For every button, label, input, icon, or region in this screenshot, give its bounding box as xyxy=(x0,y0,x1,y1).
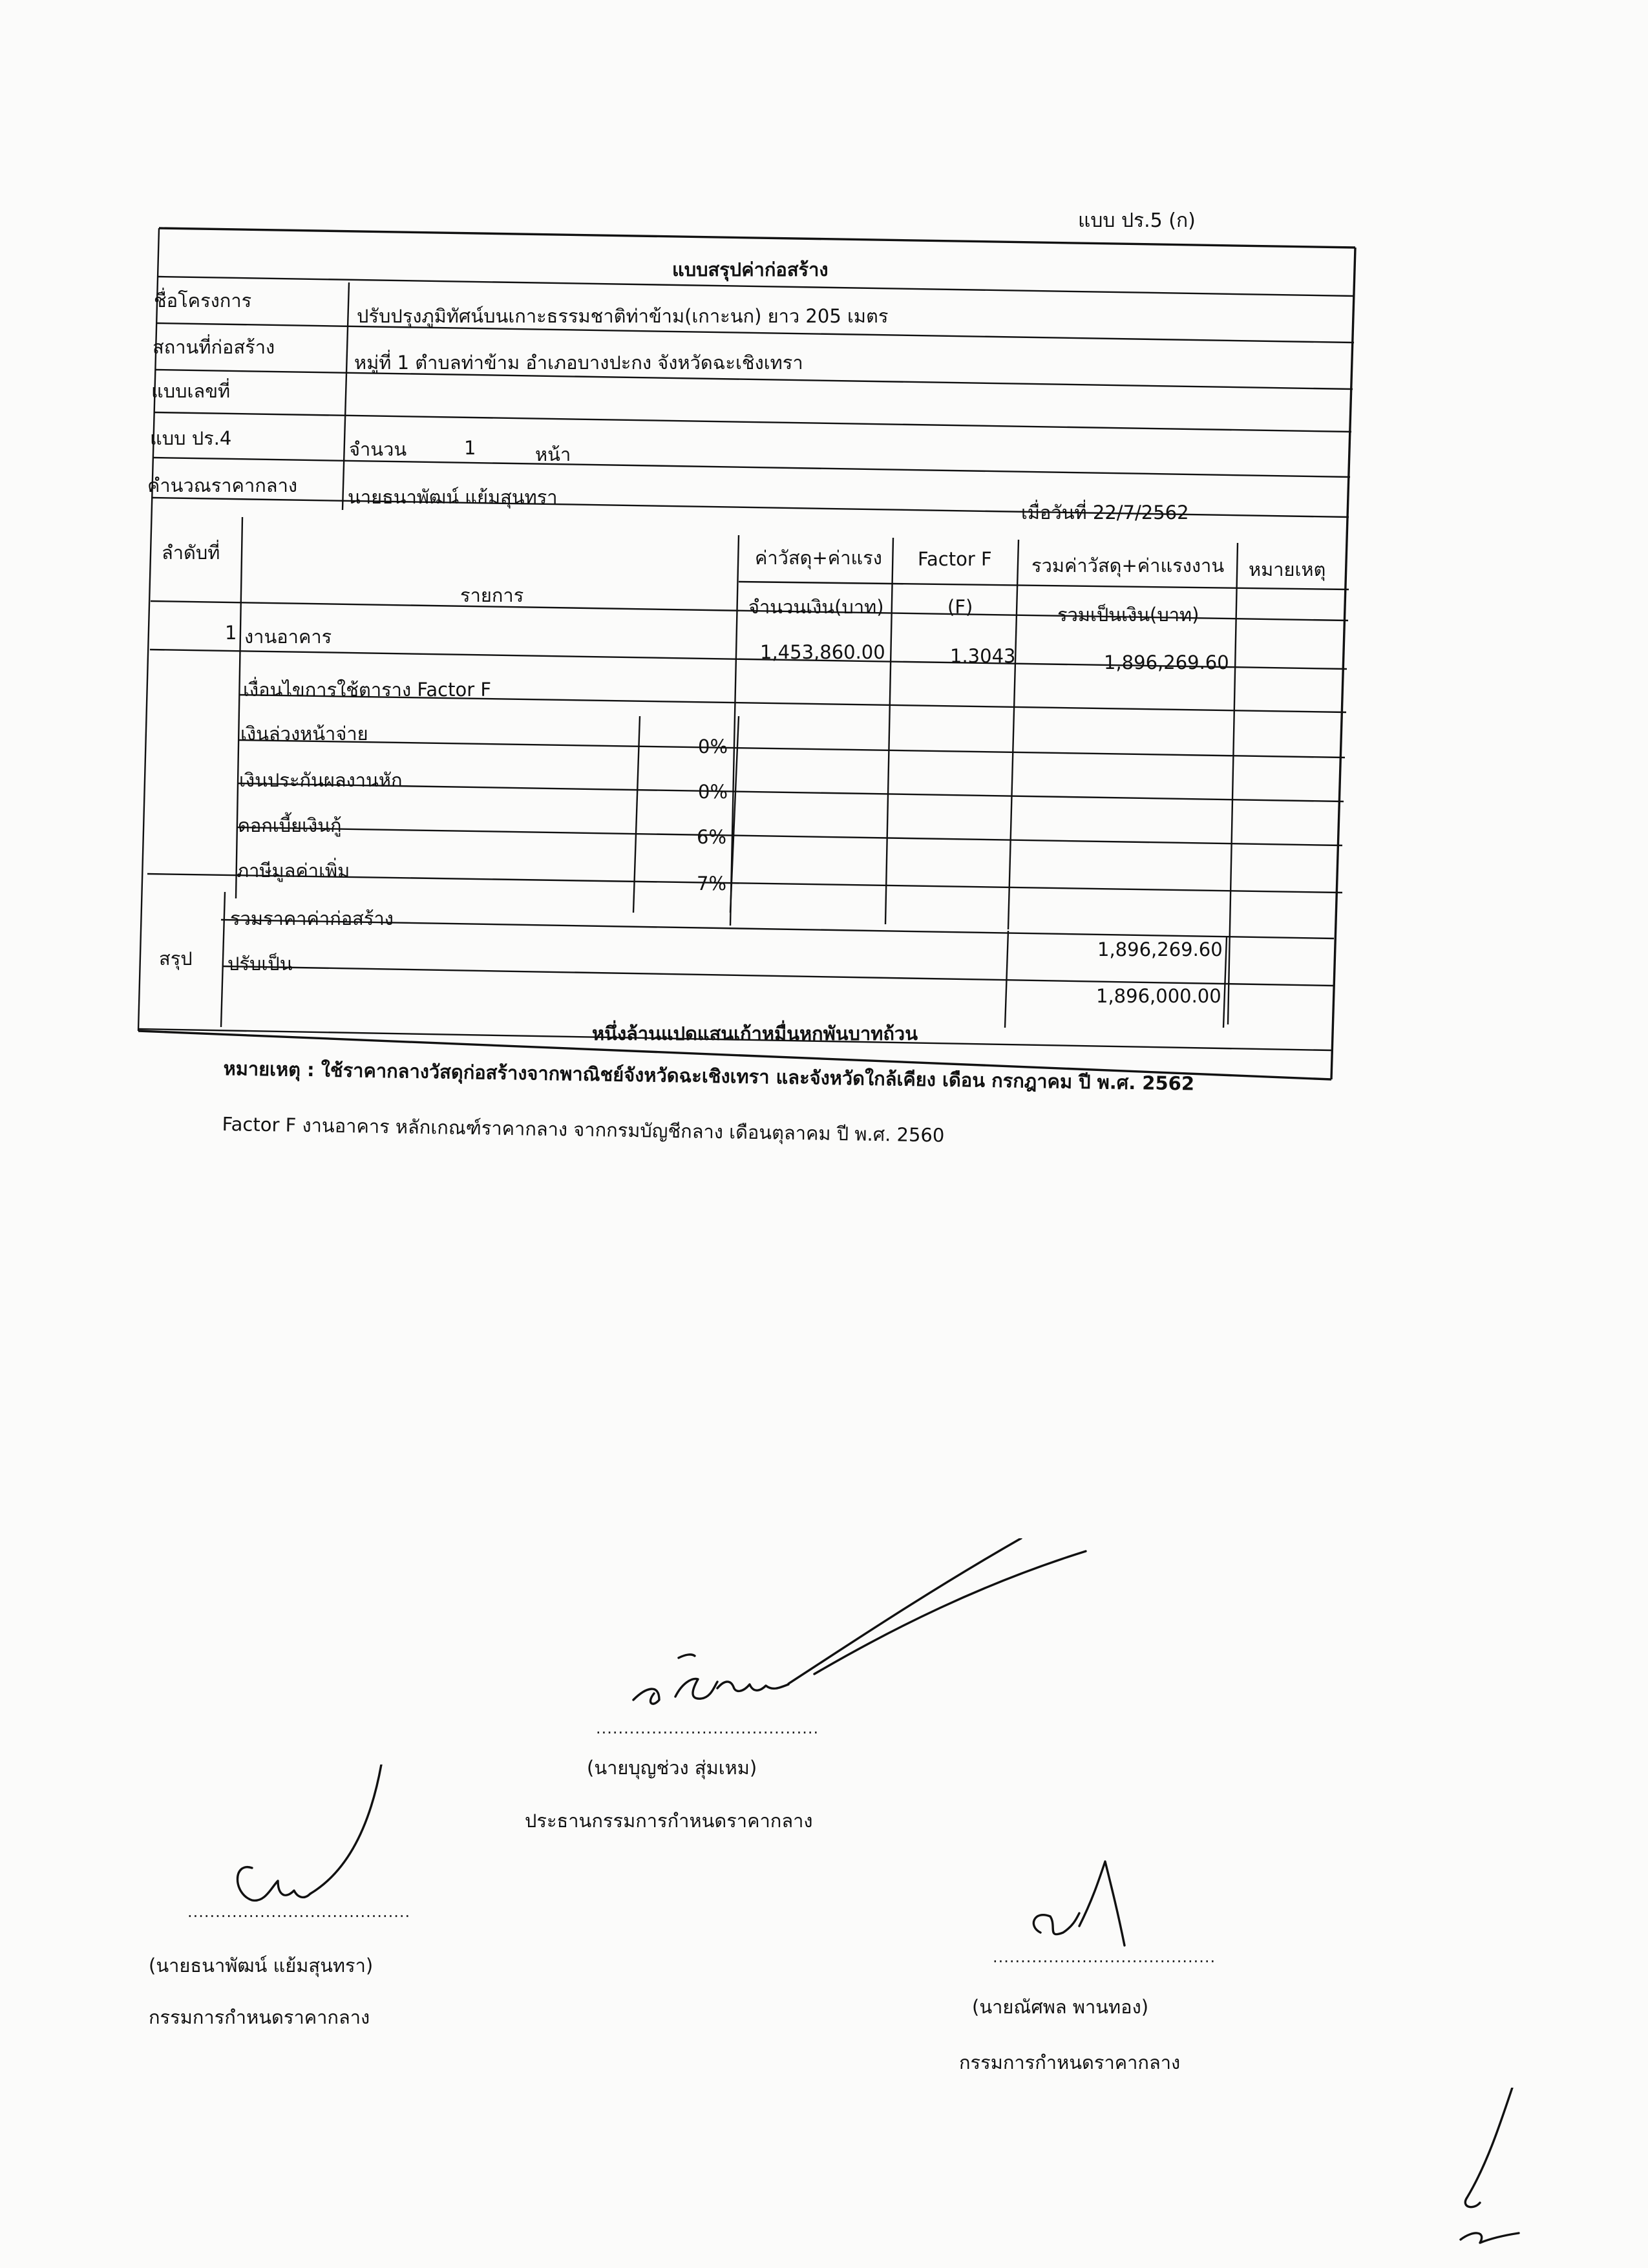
drawing-no-label: แบบเลขที่ xyxy=(151,380,231,402)
corner-initial-mark xyxy=(1448,2088,1532,2256)
row1-cost: 1,453,860.00 xyxy=(760,641,885,663)
pr4-unit: หน้า xyxy=(535,443,571,465)
form-code: แบบ ปร.5 (ก) xyxy=(1078,209,1196,232)
col-header-cost-bottom: จำนวนเงิน(บาท) xyxy=(748,596,884,618)
col-header-factor-top: Factor F xyxy=(918,548,992,570)
right-member-position: กรรมการกำหนดราคากลาง xyxy=(959,2051,1181,2073)
project-name-label: ชื่อโครงการ xyxy=(154,290,252,312)
left-member-position: กรรมการกำหนดราคากลาง xyxy=(149,2006,370,2028)
pr4-count-label: จำนวน xyxy=(349,438,407,460)
condition-label: เงินล่วงหน้าจ่าย xyxy=(240,723,368,745)
summary-total-label: รวมราคาค่าก่อสร้าง xyxy=(230,907,394,929)
chair-position: ประธานกรรมการกำหนดราคากลาง xyxy=(525,1810,813,1832)
note-line-2: Factor F งานอาคาร หลักเกณฑ์ราคากลาง จากกรมบัญชีกลาง เดือนตุลาคม ปี พ.ศ. 2560 xyxy=(222,1112,945,1147)
col-header-total-top: รวมค่าวัสดุ+ค่าแรงงาน xyxy=(1031,555,1225,577)
site-value: หมู่ที่ 1 ตำบลท่าข้าม อำเภอบางปะกง จังหวัดฉะเชิงเทรา xyxy=(354,352,803,374)
col-header-cost-top: ค่าวัสดุ+ค่าแรง xyxy=(755,547,882,569)
summary-adjusted-value: 1,896,000.00 xyxy=(1096,985,1221,1007)
chair-signature-line: ........................................ xyxy=(596,1719,819,1737)
factor-condition-title: เงื่อนไขการใช้ตาราง Factor F xyxy=(243,679,492,701)
left-member-signature-line: ........................................ xyxy=(187,1903,411,1921)
condition-label: เงินประกันผลงานหัก xyxy=(239,769,403,791)
left-member-signature-mark xyxy=(213,1765,407,1920)
pr4-label: แบบ ปร.4 xyxy=(150,427,232,449)
condition-value: 0% xyxy=(698,736,728,758)
row1-total: 1,896,269.60 xyxy=(1104,652,1229,673)
chair-signature-mark xyxy=(620,1538,1099,1732)
right-member-name: (นายณัศพล พานทอง) xyxy=(972,1996,1149,2018)
col-header-note: หมายเหตุ xyxy=(1249,558,1326,580)
condition-value: 7% xyxy=(697,873,727,895)
condition-label: ภาษีมูลค่าเพิ่ม xyxy=(237,860,350,882)
pr4-count: 1 xyxy=(464,437,476,459)
row1-item: งานอาคาร xyxy=(244,626,332,648)
form-title: แบบสรุปค่าก่อสร้าง xyxy=(672,259,829,281)
chair-name: (นายบุญช่วง สุ่มเหม) xyxy=(587,1757,757,1779)
summary-label: สรุป xyxy=(159,948,193,970)
col-header-total-bottom: รวมเป็นเงิน(บาท) xyxy=(1057,604,1199,626)
condition-value: 6% xyxy=(697,826,727,848)
estimator-value: นายธนาพัฒน์ แย้มสุนทรา xyxy=(348,486,558,508)
estimate-date: เมื่อวันที่ 22/7/2562 xyxy=(1021,502,1189,524)
estimator-label: คำนวณราคากลาง xyxy=(147,474,298,496)
right-member-signature-line: ........................................ xyxy=(993,1948,1216,1966)
amount-in-words: หนึ่งล้านแปดแสนเก้าหมื่นหกพันบาทถ้วน xyxy=(592,1023,918,1044)
project-name-value: ปรับปรุงภูมิทัศน์บนเกาะธรรมชาติท่าข้าม(เกาะนก) ยาว 205 เมตร xyxy=(357,305,889,327)
col-header-item: รายการ xyxy=(460,584,524,606)
row1-factor: 1.3043 xyxy=(950,645,1016,667)
site-label: สถานที่ก่อสร้าง xyxy=(153,336,275,358)
note-line-1: หมายเหตุ : ใช้ราคากลางวัสดุก่อสร้างจากพาณิชย์จังหวัดฉะเชิงเทรา และจังหวัดใกล้เคียง เดือน กรกฎาคม ปี พ.ศ. 2562 xyxy=(223,1057,1195,1095)
col-header-factor-bottom: (F) xyxy=(947,596,973,618)
row1-seq: 1 xyxy=(225,622,237,644)
summary-adjusted-label: ปรับเป็น xyxy=(227,953,293,975)
right-member-signature-mark xyxy=(1015,1849,1157,1965)
col-header-seq: ลำดับที่ xyxy=(162,542,220,564)
left-member-name: (นายธนาพัฒน์ แย้มสุนทรา) xyxy=(149,1955,374,1977)
condition-label: ดอกเบี้ยเงินกู้ xyxy=(238,814,342,836)
summary-total-value: 1,896,269.60 xyxy=(1097,938,1223,960)
condition-value: 0% xyxy=(698,781,728,803)
